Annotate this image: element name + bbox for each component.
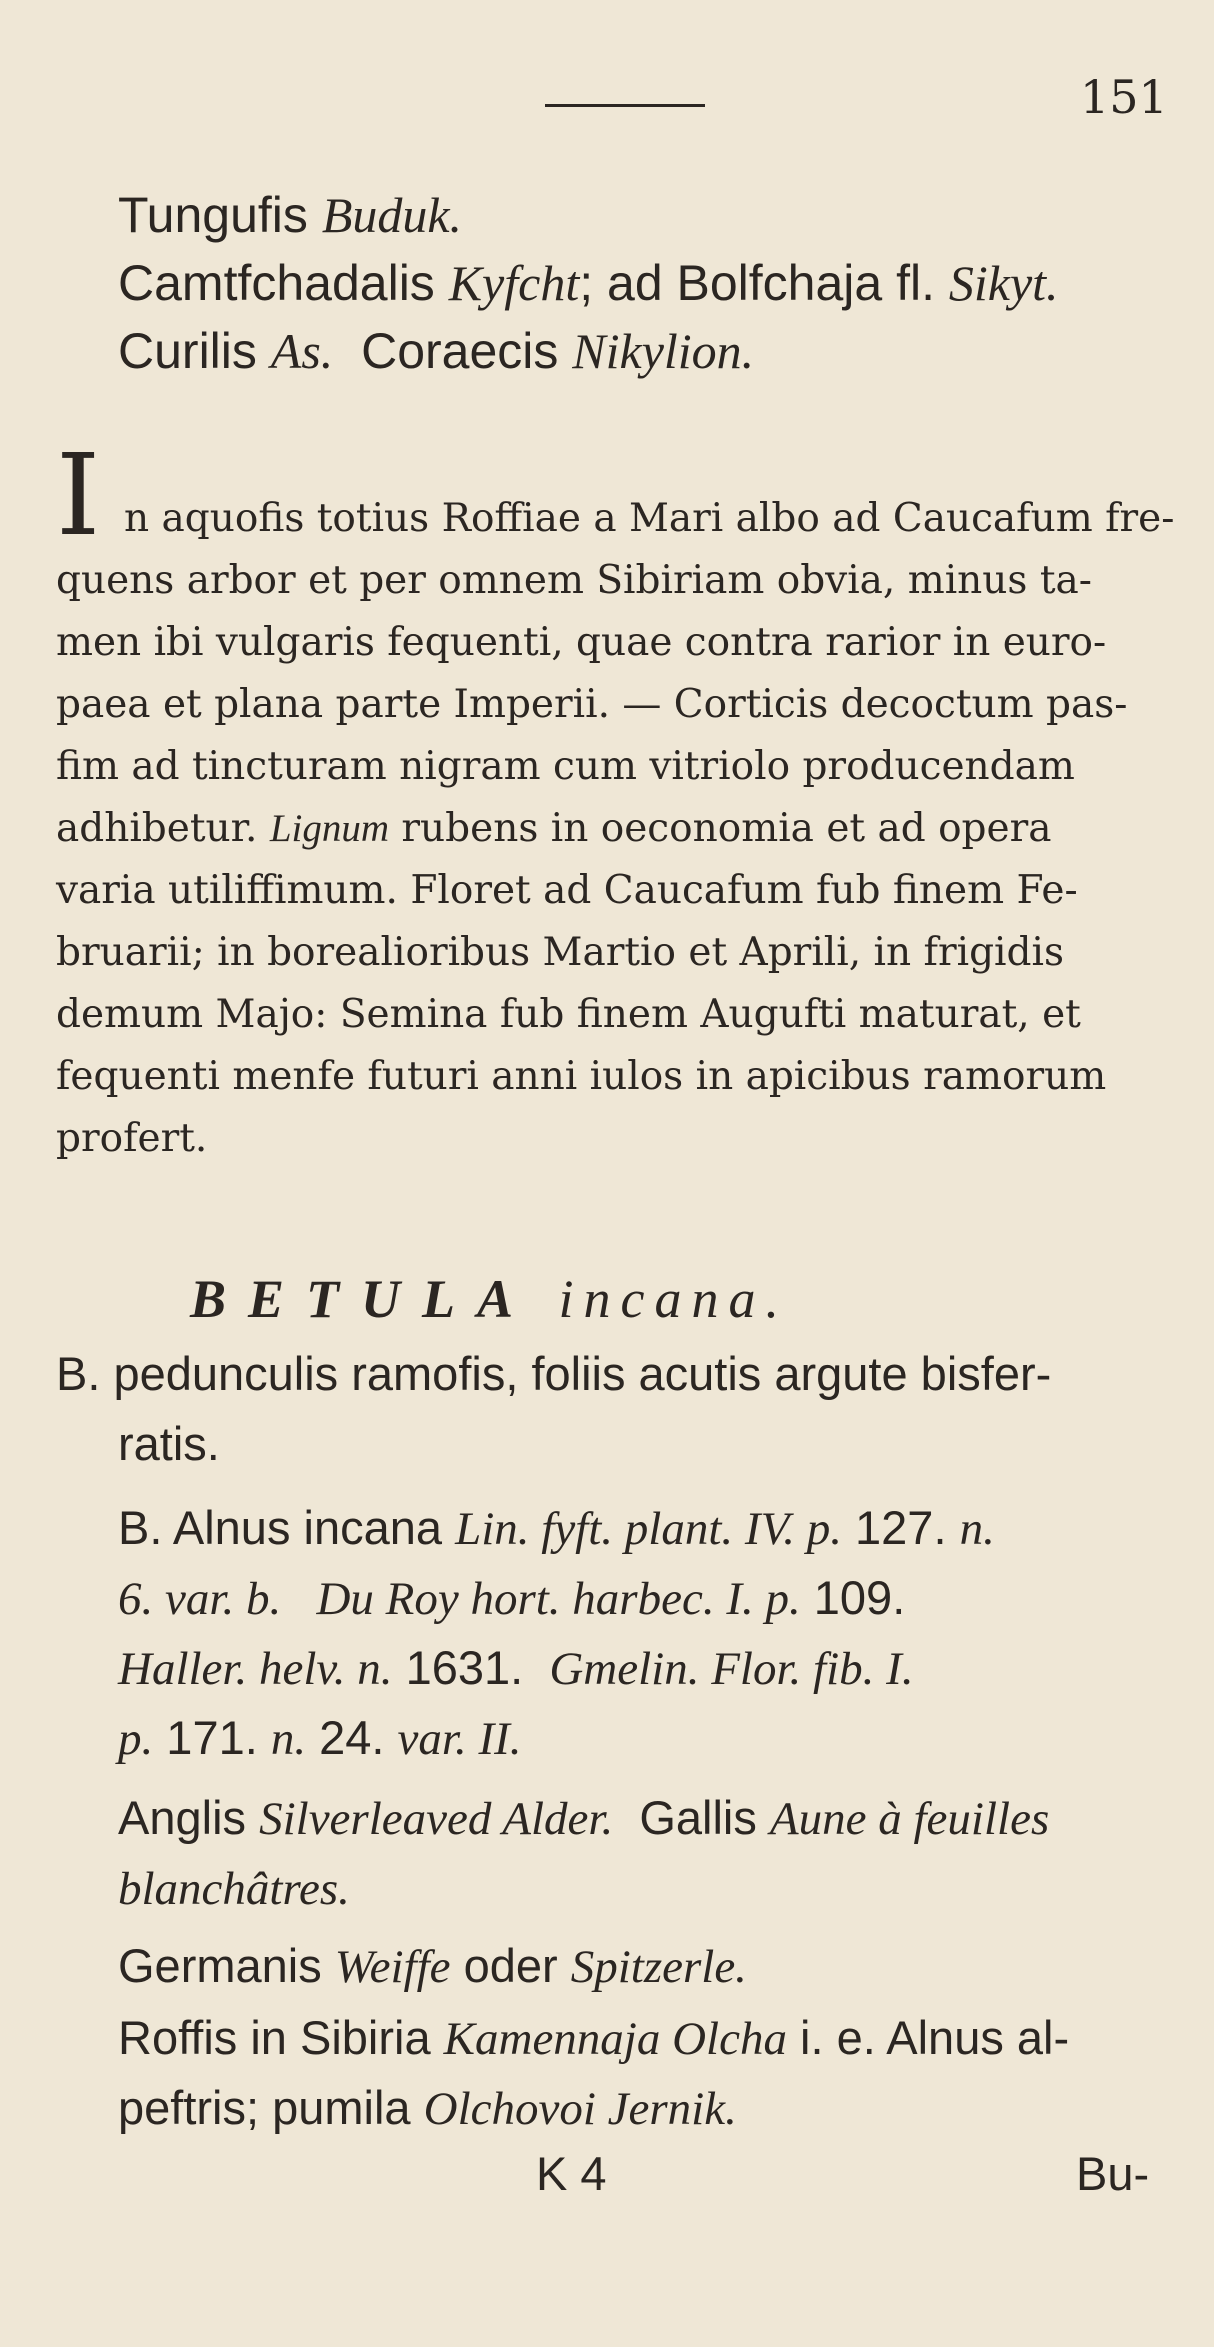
header-text: Curilis: [118, 323, 271, 379]
entry-italic: Silverleaved Alder.: [259, 1793, 614, 1845]
para-line-6: [56, 806, 1052, 851]
page-number: 151: [1080, 70, 1168, 124]
para-italic: Lignum: [269, 807, 390, 850]
entry-text: B. Alnus incana: [118, 1501, 456, 1554]
para-line-7: varia utiliffimum. Floret ad Caucafum fub finem Fe-: [56, 868, 1078, 913]
entry-italic: Gmelin. Flor. fib. I.: [549, 1643, 914, 1695]
entry-italic: Spitzerle.: [570, 1941, 747, 1993]
signature-mark: K 4: [536, 2147, 607, 2200]
entry-text: 109.: [800, 1571, 906, 1624]
entry-italic: Kamennaja Olcha: [443, 2013, 787, 2065]
entry-italic: Haller. helv. n.: [118, 1643, 393, 1695]
entry-italic: var. II.: [397, 1713, 522, 1765]
header-text: ; ad Bolfchaja fl.: [579, 255, 949, 311]
entry-text: Germanis: [118, 1939, 335, 1992]
entry-line-4: [118, 1570, 905, 1626]
header-italic: Nikylion.: [572, 323, 755, 379]
entry-text: 127.: [841, 1501, 960, 1554]
entry-line-10: [118, 2010, 1069, 2066]
header-line-1: [118, 186, 462, 244]
species-name: incana.: [535, 1269, 790, 1329]
para-line-2: quens arbor et per omnem Sibiriam obvia, minus ta-: [56, 558, 1092, 603]
para-line-3: men ibi vulgaris fequenti, quae contra rarior in euro-: [56, 620, 1107, 665]
para-line-1: n aquofis totius Roffiae a Mari albo ad Caucafum fre-: [124, 496, 1175, 541]
entry-line-5: [118, 1640, 914, 1696]
header-line-3: [118, 322, 754, 380]
entry-text: Roffis in Sibiria: [118, 2011, 444, 2064]
genus-name: BETULA: [190, 1269, 536, 1329]
entry-italic: blanchâtres.: [118, 1863, 350, 1915]
entry-text: 1631.: [392, 1641, 550, 1694]
entry-italic: 6. var. b. Du Roy hort. harbec. I. p.: [118, 1573, 801, 1625]
entry-italic: n.: [270, 1713, 307, 1765]
header-italic: Buduk.: [321, 187, 463, 243]
entry-text: 24.: [306, 1711, 398, 1764]
header-text: Camtfchadalis: [118, 255, 449, 311]
entry-line-8: [118, 1860, 350, 1916]
entry-italic: Olchovoi Jernik.: [423, 2083, 737, 2135]
entry-italic: Lin. fyft. plant. IV. p.: [455, 1503, 842, 1555]
para-text: adhibetur.: [56, 806, 258, 851]
drop-cap: I: [56, 431, 101, 561]
entry-text: 171.: [153, 1711, 271, 1764]
entry-italic: Aune à feuilles: [769, 1793, 1050, 1845]
para-line-11: profert.: [56, 1116, 208, 1161]
entry-italic: n.: [959, 1503, 995, 1555]
header-italic: As.: [270, 323, 334, 379]
header-text: Tungufis: [118, 187, 322, 243]
entry-line-3: [118, 1500, 995, 1556]
entry-line-2: ratis.: [118, 1417, 220, 1470]
entry-italic: Weiffe: [334, 1941, 451, 1993]
header-rule: [545, 104, 705, 107]
entry-text: oder: [450, 1939, 571, 1992]
entry-italic: p.: [118, 1713, 154, 1765]
para-text: rubens in oeconomia et ad opera: [389, 806, 1052, 851]
para-line-8: bruarii; in borealioribus Martio et Aprili, in frigidis: [56, 930, 1064, 975]
para-line-5: fim ad tincturam nigram cum vitriolo producendam: [56, 744, 1075, 789]
header-line-2: [118, 254, 1059, 312]
entry-line-9: [118, 1938, 747, 1994]
header-italic: Kyfcht: [448, 255, 580, 311]
entry-line-6: [118, 1710, 522, 1766]
para-line-4: paea et plana parte Imperii. — Corticis decoctum pas-: [56, 682, 1128, 727]
entry-text: Gallis: [613, 1791, 770, 1844]
para-line-9: demum Majo: Semina fub finem Augufti maturat, et: [56, 992, 1081, 1037]
catchword: Bu-: [1076, 2147, 1150, 2200]
entry-line-1: B. pedunculis ramofis, foliis acutis argute bisfer-: [56, 1347, 1052, 1400]
entry-line-7: [118, 1790, 1049, 1846]
entry-text: i. e. Alnus al-: [786, 2011, 1070, 2064]
para-line-10: fequenti menfe futuri anni iulos in apicibus ramorum: [56, 1054, 1107, 1099]
header-text: Coraecis: [333, 323, 573, 379]
entry-line-11: [118, 2080, 737, 2136]
species-title: [190, 1268, 789, 1330]
entry-text: peftris; pumila: [118, 2081, 424, 2134]
entry-text: Anglis: [118, 1791, 260, 1844]
header-italic: Sikyt.: [948, 255, 1059, 311]
